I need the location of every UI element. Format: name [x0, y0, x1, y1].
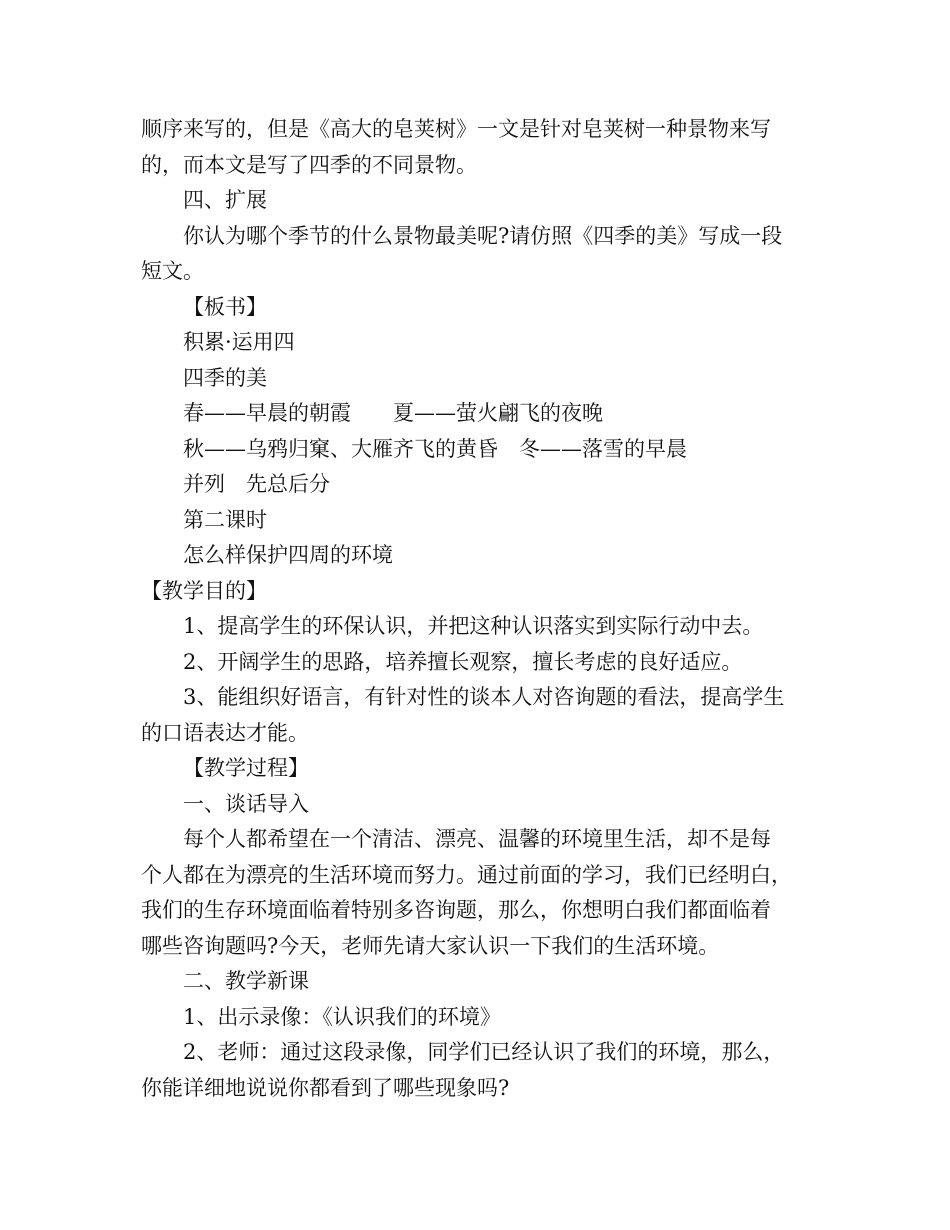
section-heading: 一、谈话导入 — [183, 791, 309, 816]
list-item: 2、老师：通过这段录像，同学们已经认识了我们的环境，那么， — [183, 1040, 785, 1064]
text-line: 并列 先总后分 — [183, 472, 330, 496]
text-line: 哪些咨询题吗?今天，老师先请大家认识一下我们的生活环境。 — [141, 933, 720, 958]
lesson-title: 怎么样保护四周的环境 — [183, 543, 393, 567]
text-line: 四季的美 — [183, 365, 267, 390]
text-line: 你能详细地说说你都看到了哪些现象吗? — [141, 1075, 510, 1100]
section-heading: 第二课时 — [183, 507, 267, 532]
text-line: 个人都在为漂亮的生活环境而努力。通过前面的学习，我们已经明白， — [141, 862, 792, 887]
text-line: 顺序来写的，但是《高大的皂荚树》一文是针对皂荚树一种景物来写 — [141, 117, 771, 141]
list-item: 1、提高学生的环保认识，并把这种认识落实到实际行动中去。 — [183, 614, 764, 638]
text-line: 短文。 — [141, 259, 204, 283]
text-line: 你认为哪个季节的什么景物最美呢?请仿照《四季的美》写成一段 — [183, 223, 783, 248]
text-line: 我们的生存环境面临着特别多咨询题，那么，你想明白我们都面临着 — [141, 898, 771, 922]
document-body — [141, 112, 821, 1106]
section-heading: 四、扩展 — [183, 188, 267, 212]
list-item: 3、能组织好语言，有针对性的谈本人对咨询题的看法，提高学生 — [183, 685, 785, 709]
text-line: 春——早晨的朝霞 夏——萤火翩飞的夜晚 — [183, 401, 603, 425]
section-heading: 二、教学新课 — [183, 969, 309, 993]
text-line: 的，而本文是写了四季的不同景物。 — [141, 152, 477, 177]
text-line: 的口语表达才能。 — [141, 720, 309, 745]
list-item: 1、出示录像：《认识我们的环境》 — [183, 1004, 501, 1029]
list-item: 2、开阔学生的思路，培养擅长观察，擅长考虑的良好适应。 — [183, 649, 743, 674]
section-heading: 【板书】 — [183, 294, 267, 319]
text-line: 每个人都希望在一个清洁、漂亮、温馨的环境里生活，却不是每 — [183, 827, 771, 851]
section-heading: 【教学过程】 — [183, 756, 309, 780]
text-line: 秋——乌鸦归窠、大雁齐飞的黄昏 冬——落雪的早晨 — [183, 436, 687, 461]
text-line: 积累·运用四 — [183, 330, 295, 354]
section-heading: 【教学目的】 — [141, 578, 267, 603]
